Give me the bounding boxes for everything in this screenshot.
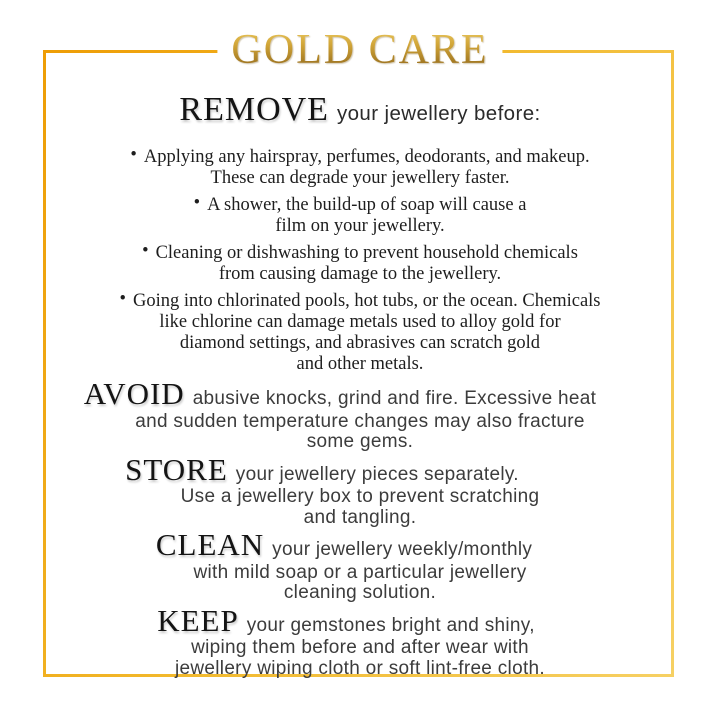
bullet-marker: • bbox=[142, 241, 149, 261]
bullet-line bbox=[50, 147, 670, 168]
list-item bbox=[50, 195, 670, 237]
section-line: wiping them before and after wear with bbox=[191, 637, 529, 658]
clean-heading: CLEAN bbox=[155, 527, 265, 562]
section-text: your gemstones bright and shiny, bbox=[246, 614, 535, 636]
content-area bbox=[50, 93, 670, 679]
bullet-marker: • bbox=[119, 289, 126, 309]
bullet-line bbox=[50, 243, 670, 264]
list-item bbox=[50, 243, 670, 285]
bullet-marker: • bbox=[130, 145, 137, 165]
list-item bbox=[50, 147, 670, 189]
section-line: and tangling. bbox=[303, 506, 417, 528]
remove-section-heading-row bbox=[50, 93, 670, 134]
section-first-line bbox=[12, 451, 632, 488]
section-text: your jewellery pieces separately. bbox=[235, 463, 519, 485]
section-line: Use a jewellery box to prevent scratching bbox=[180, 486, 540, 507]
section-text: your jewellery weekly/monthly bbox=[272, 539, 533, 560]
bullet-marker: • bbox=[193, 193, 201, 213]
bullet-line bbox=[50, 195, 670, 216]
section-first-line bbox=[36, 602, 656, 639]
bullet-text: Cleaning or dishwashing to prevent household chemicals bbox=[155, 243, 578, 263]
bullet-line: These can degrade your jewellery faster. bbox=[210, 168, 510, 188]
bullet-line: like chlorine can damage metals used to alloy gold for bbox=[159, 312, 561, 332]
avoid-section bbox=[50, 376, 670, 453]
bullet-line bbox=[50, 291, 670, 312]
page-title: GOLD CARE bbox=[217, 26, 502, 74]
section-line: jewellery wiping cloth or soft lint-free cloth. bbox=[175, 657, 545, 679]
section-text: abusive knocks, grind and fire. Excessive heat bbox=[192, 388, 597, 409]
section-first-line bbox=[30, 376, 650, 412]
section-line: with mild soap or a particular jewellery bbox=[193, 561, 527, 583]
keep-section bbox=[50, 602, 670, 680]
remove-heading: REMOVE bbox=[179, 91, 329, 128]
bullet-line: diamond settings, and abrasives can scratch gold bbox=[179, 333, 541, 353]
list-item bbox=[50, 291, 670, 375]
clean-section bbox=[50, 527, 670, 604]
store-section bbox=[50, 451, 670, 529]
remove-intro-text: your jewellery before: bbox=[336, 102, 541, 125]
bullet-line: from causing damage to the jewellery. bbox=[218, 264, 502, 284]
avoid-heading: AVOID bbox=[83, 376, 185, 411]
bullet-text: Going into chlorinated pools, hot tubs, or the ocean. Chemicals bbox=[132, 291, 601, 311]
remove-bullet-list bbox=[50, 147, 670, 375]
section-line: cleaning solution. bbox=[283, 582, 437, 603]
section-line: some gems. bbox=[306, 431, 414, 452]
keep-heading: KEEP bbox=[157, 602, 239, 638]
section-first-line bbox=[34, 527, 654, 563]
bullet-line: and other metals. bbox=[296, 354, 424, 374]
bullet-text: A shower, the build-up of soap will cause a bbox=[207, 195, 527, 215]
bullet-text: Applying any hairspray, perfumes, deodorants, and makeup. bbox=[143, 147, 590, 167]
section-line: and sudden temperature changes may also fracture bbox=[135, 410, 585, 432]
bullet-line: film on your jewellery. bbox=[275, 216, 445, 236]
store-heading: STORE bbox=[125, 451, 228, 487]
